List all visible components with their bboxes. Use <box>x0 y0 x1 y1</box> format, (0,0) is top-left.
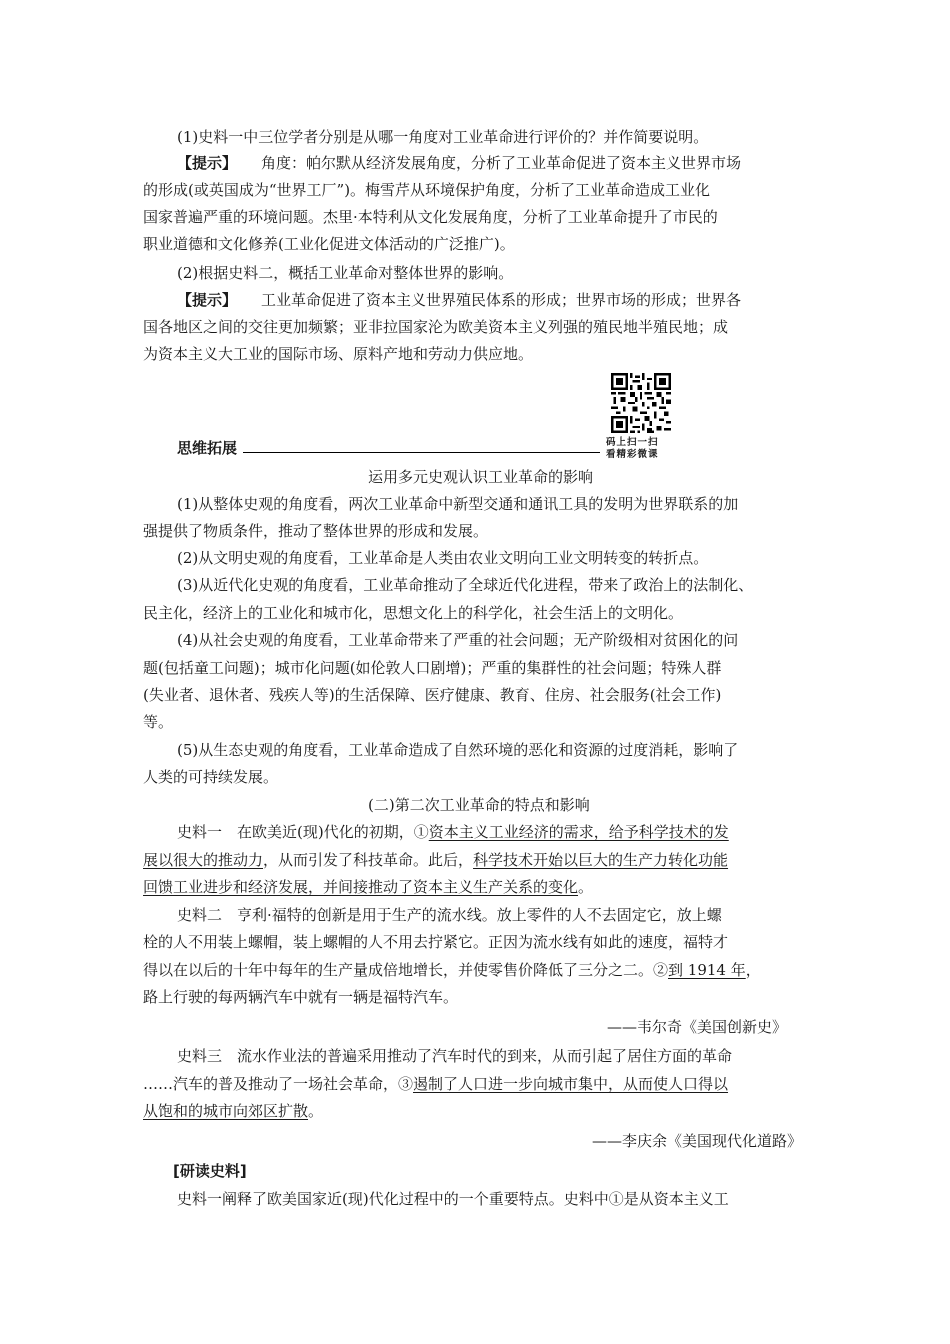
hint-2-line: 为资本主义大工业的国际市场、原料产地和劳动力供应地。 <box>143 345 534 363</box>
material-1-line <box>143 850 728 870</box>
material-2-line: 路上行驶的每两辆汽车中就有一辆是福特汽车。 <box>143 988 459 1006</box>
material-3-underline: 从饱和的城市向郊区扩散 <box>143 1102 309 1120</box>
qr-caption-scan: 码上扫一扫 <box>606 437 659 448</box>
paragraph-line: 强提供了物质条件，推动了整体世界的形成和发展。 <box>143 522 489 540</box>
material-1-text: 。 <box>578 878 594 896</box>
material-2-label: 史料二 <box>177 906 223 924</box>
hint-label: 【提示】 <box>177 291 238 309</box>
material-2-underline: 到 1914 年 <box>668 961 746 979</box>
material-1-text: ，从而引发了科技革命。此后， <box>263 851 474 869</box>
study-label: [研读史料] <box>173 1162 247 1180</box>
thinking-heading: 思维拓展 <box>177 439 238 457</box>
material-1-line <box>177 822 729 842</box>
material-1-line <box>143 877 593 897</box>
material-1-underline: 展以很大的推动力 <box>143 851 264 869</box>
material-3-text: 。 <box>308 1102 324 1120</box>
material-3-line <box>177 1046 732 1066</box>
material-2-source: ——韦尔奇《美国创新史》 <box>607 1018 788 1036</box>
paragraph-line: (1)从整体史观的角度看，两次工业革命中新型交通和通讯工具的发明为世界联系的加 <box>177 495 739 513</box>
question-2: (2)根据史料二，概括工业革命对整体世界的影响。 <box>177 264 514 282</box>
material-3-line <box>143 1074 728 1094</box>
hint-2-text: 工业革命促进了资本主义世界殖民体系的形成；世界市场的形成；世界各 <box>261 291 742 309</box>
study-text: 史料一阐释了欧美国家近(现)代化过程中的一个重要特点。史料中①是从资本主义工 <box>177 1190 729 1208</box>
material-2-text: 亨利·福特的创新是用于生产的流水线。放上零件的人不去固定它，放上螺 <box>237 906 722 924</box>
hint-1-line: 职业道德和文化修养(工业化促进文体活动的广泛推广)。 <box>143 235 515 253</box>
material-3-text: ……汽车的普及推动了一场社会革命，③ <box>143 1075 414 1093</box>
hint-2-first-line <box>177 290 741 310</box>
hint-2-line: 国各地区之间的交往更加频繁；亚非拉国家沦为欧美资本主义列强的殖民地半殖民地；成 <box>143 318 729 336</box>
thinking-title: 运用多元史观认识工业革命的影响 <box>368 468 594 486</box>
paragraph-line: 题(包括童工问题)；城市化问题(如伦敦人口剧增)；严重的集群性的社会问题；特殊人群 <box>143 659 722 677</box>
material-1-underline: 资本主义工业经济的需求，给予科学技术的发 <box>428 823 729 841</box>
material-3-text: 流水作业法的普遍采用推动了汽车时代的到来，从而引起了居住方面的革命 <box>237 1047 733 1065</box>
paragraph-line: 民主化，经济上的工业化和城市化，思想文化上的科学化，社会生活上的文明化。 <box>143 604 684 622</box>
paragraph-line: (2)从文明史观的角度看，工业革命是人类由农业文明向工业文明转变的转折点。 <box>177 549 709 567</box>
hint-1-first-line <box>177 153 741 173</box>
paragraph-line: (4)从社会史观的角度看，工业革命带来了严重的社会问题；无产阶级相对贫困化的问 <box>177 631 739 649</box>
paragraph-line: (5)从生态史观的角度看，工业革命造成了自然环境的恶化和资源的过度消耗，影响了 <box>177 741 739 759</box>
material-3-label: 史料三 <box>177 1047 223 1065</box>
section-2-title: (二)第二次工业革命的特点和影响 <box>368 796 590 814</box>
hint-1-text: 角度：帕尔默从经济发展角度，分析了工业革命促进了资本主义世界市场 <box>261 154 742 172</box>
hint-label: 【提示】 <box>177 154 238 172</box>
heading-rule <box>243 452 600 453</box>
material-3-source: ——李庆余《美国现代化道路》 <box>592 1132 803 1150</box>
material-3-underline: 遏制了人口进一步向城市集中，从而使人口得以 <box>413 1075 729 1093</box>
material-1-label: 史料一 <box>177 823 223 841</box>
material-2-text: 得以在以后的十年中每年的生产量成倍地增长，并使零售价降低了三分之二。② <box>143 961 669 979</box>
material-2-line <box>143 960 761 980</box>
hint-1-line: 国家普遍严重的环境问题。杰里·本特利从文化发展角度，分析了工业革命提升了市民的 <box>143 208 718 226</box>
material-1-text: 在欧美近(现)代化的初期，① <box>237 823 429 841</box>
paragraph-line: (3)从近代化史观的角度看，工业革命推动了全球近代化进程，带来了政治上的法制化、 <box>177 576 754 594</box>
question-1: (1)史料一中三位学者分别是从哪一角度对工业革命进行评价的？并作简要说明。 <box>177 128 709 146</box>
paragraph-line: (失业者、退休者、残疾人等)的生活保障、医疗健康、教育、住房、社会服务(社会工作) <box>143 686 722 704</box>
qr-code-icon[interactable] <box>611 373 671 433</box>
paragraph-line: 人类的可持续发展。 <box>143 768 279 786</box>
material-2-line <box>177 905 722 925</box>
material-1-underline: 回馈工业进步和经济发展，并间接推动了资本主义生产关系的变化 <box>143 878 579 896</box>
material-2-line: 栓的人不用装上螺帽，装上螺帽的人不用去拧紧它。正因为流水线有如此的速度，福特才 <box>143 933 729 951</box>
material-1-underline: 科学技术开始以巨大的生产力转化功能 <box>473 851 729 869</box>
paragraph-line: 等。 <box>143 713 174 731</box>
qr-caption-watch: 看精彩微课 <box>606 449 659 460</box>
hint-1-line: 的形成(或英国成为“世界工厂”)。梅雪芹从环境保护角度，分析了工业革命造成工业化 <box>143 181 711 199</box>
material-2-text: ， <box>745 961 761 979</box>
material-3-line <box>143 1101 323 1121</box>
